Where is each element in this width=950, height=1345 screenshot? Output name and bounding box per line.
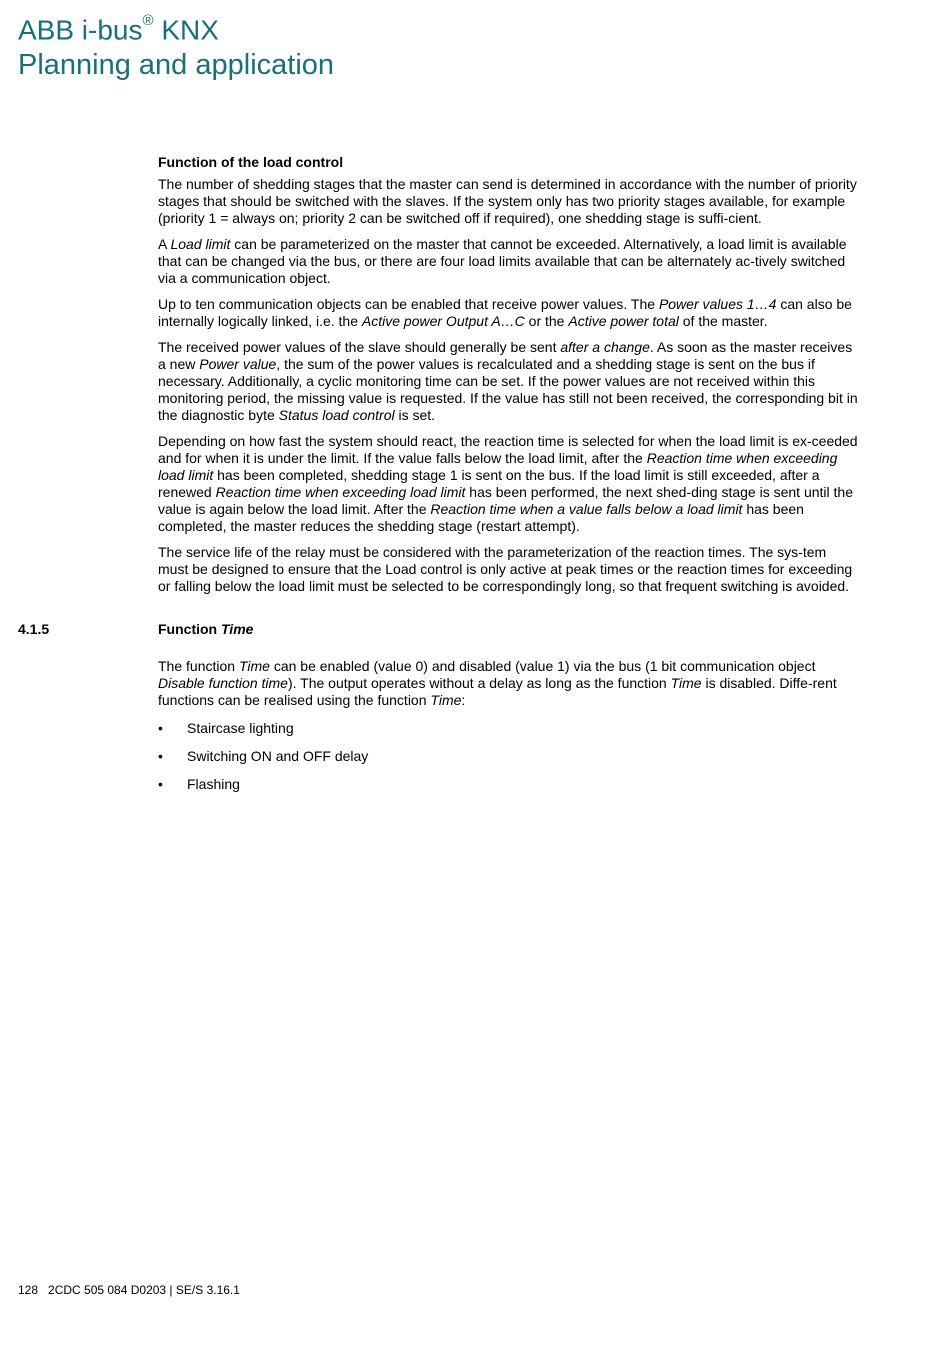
registered-mark: ® bbox=[142, 12, 154, 29]
load-control-paragraph-3: Up to ten communication objects can be enabled that receive power values. The Power values 1…4 can also be internally logically linked, i.e. the Active power Output A…C or the Active power total of the master. bbox=[158, 296, 852, 329]
list-item: • Staircase lighting bbox=[158, 720, 294, 736]
load-control-paragraph-6: The service life of the relay must be considered with the parameterization of the reaction times. The sys-tem must be designed to ensure that the Load control is only active at peak times or the reaction times for exceeding or falling below the load limit must be selected to be correspondingly long, so that frequent switching is avoided. bbox=[158, 544, 853, 594]
section-title-italic: Time bbox=[221, 621, 254, 637]
section-paragraph-1: The function Time can be enabled (value 0) and disabled (value 1) via the bus (1 bit communication object Disable function time). The output operates without a delay as long as the function Time is disabled. Diffe-rent functions can be realised using the function Time: bbox=[158, 658, 837, 708]
section-number: 4.1.5 bbox=[18, 621, 50, 637]
list-item: • Switching ON and OFF delay bbox=[158, 748, 369, 764]
load-control-paragraph-5: Depending on how fast the system should react, the reaction time is selected for when the load limit is ex-ceeded and for when it is under the limit. If the value falls below the load limit, after the Reaction time when exceeding load limit has been completed, shedding stage 1 is sent on the bus. If the load limit is still exceeded, after a renewed Reaction time when exceeding load limit has been performed, the next shed-ding stage is sent until the value is again below the load limit. After the Reaction time when a value falls below a load limit has been completed, the master reduces the shedding stage (restart attempt). bbox=[158, 433, 858, 534]
load-control-heading: Function of the load control bbox=[158, 154, 344, 170]
brand-title bbox=[18, 8, 334, 47]
bullet-icon: • bbox=[158, 748, 163, 764]
function-list bbox=[158, 720, 858, 793]
brand-name: ABB i-bus bbox=[18, 14, 143, 46]
bullet-icon: • bbox=[158, 776, 163, 792]
load-control-paragraph-1: The number of shedding stages that the master can send is determined in accordance with the number of priority stages that should be switched with the slaves. If the system only has two priority stages available, for example (priority 1 = always on; priority 2 can be switched off if required), one shedding stage is suffi-cient. bbox=[158, 176, 857, 226]
document-header bbox=[18, 8, 334, 83]
main-content bbox=[18, 154, 858, 804]
section-heading bbox=[18, 621, 858, 638]
load-control-paragraph-4: The received power values of the slave should generally be sent after a change. As soon as the master receives a new Power value, the sum of the power values is recalculated and a shedding stage is sent on the bus if necessary. Additionally, a cyclic monitoring time can be set. If the power values are not received within this monitoring period, the missing value is requested. If the value has still not been received, the corresponding bit in the diagnostic byte Status load control is set. bbox=[158, 339, 858, 423]
list-item: • Flashing bbox=[158, 776, 240, 792]
bullet-icon: • bbox=[158, 720, 163, 736]
document-subtitle: Planning and application bbox=[18, 49, 335, 82]
load-control-paragraph-2: A Load limit can be parameterized on the master that cannot be exceeded. Alternatively, a load limit is available that can be changed via the bus, or there are four load limits available that can be alternately ac-tively switched via a communication object. bbox=[158, 236, 847, 286]
section-title-text: Function bbox=[158, 621, 221, 637]
page-footer: 128 2CDC 505 084 D0203 | SE/S 3.16.1 bbox=[18, 1283, 240, 1297]
brand-suffix: KNX bbox=[153, 14, 219, 46]
